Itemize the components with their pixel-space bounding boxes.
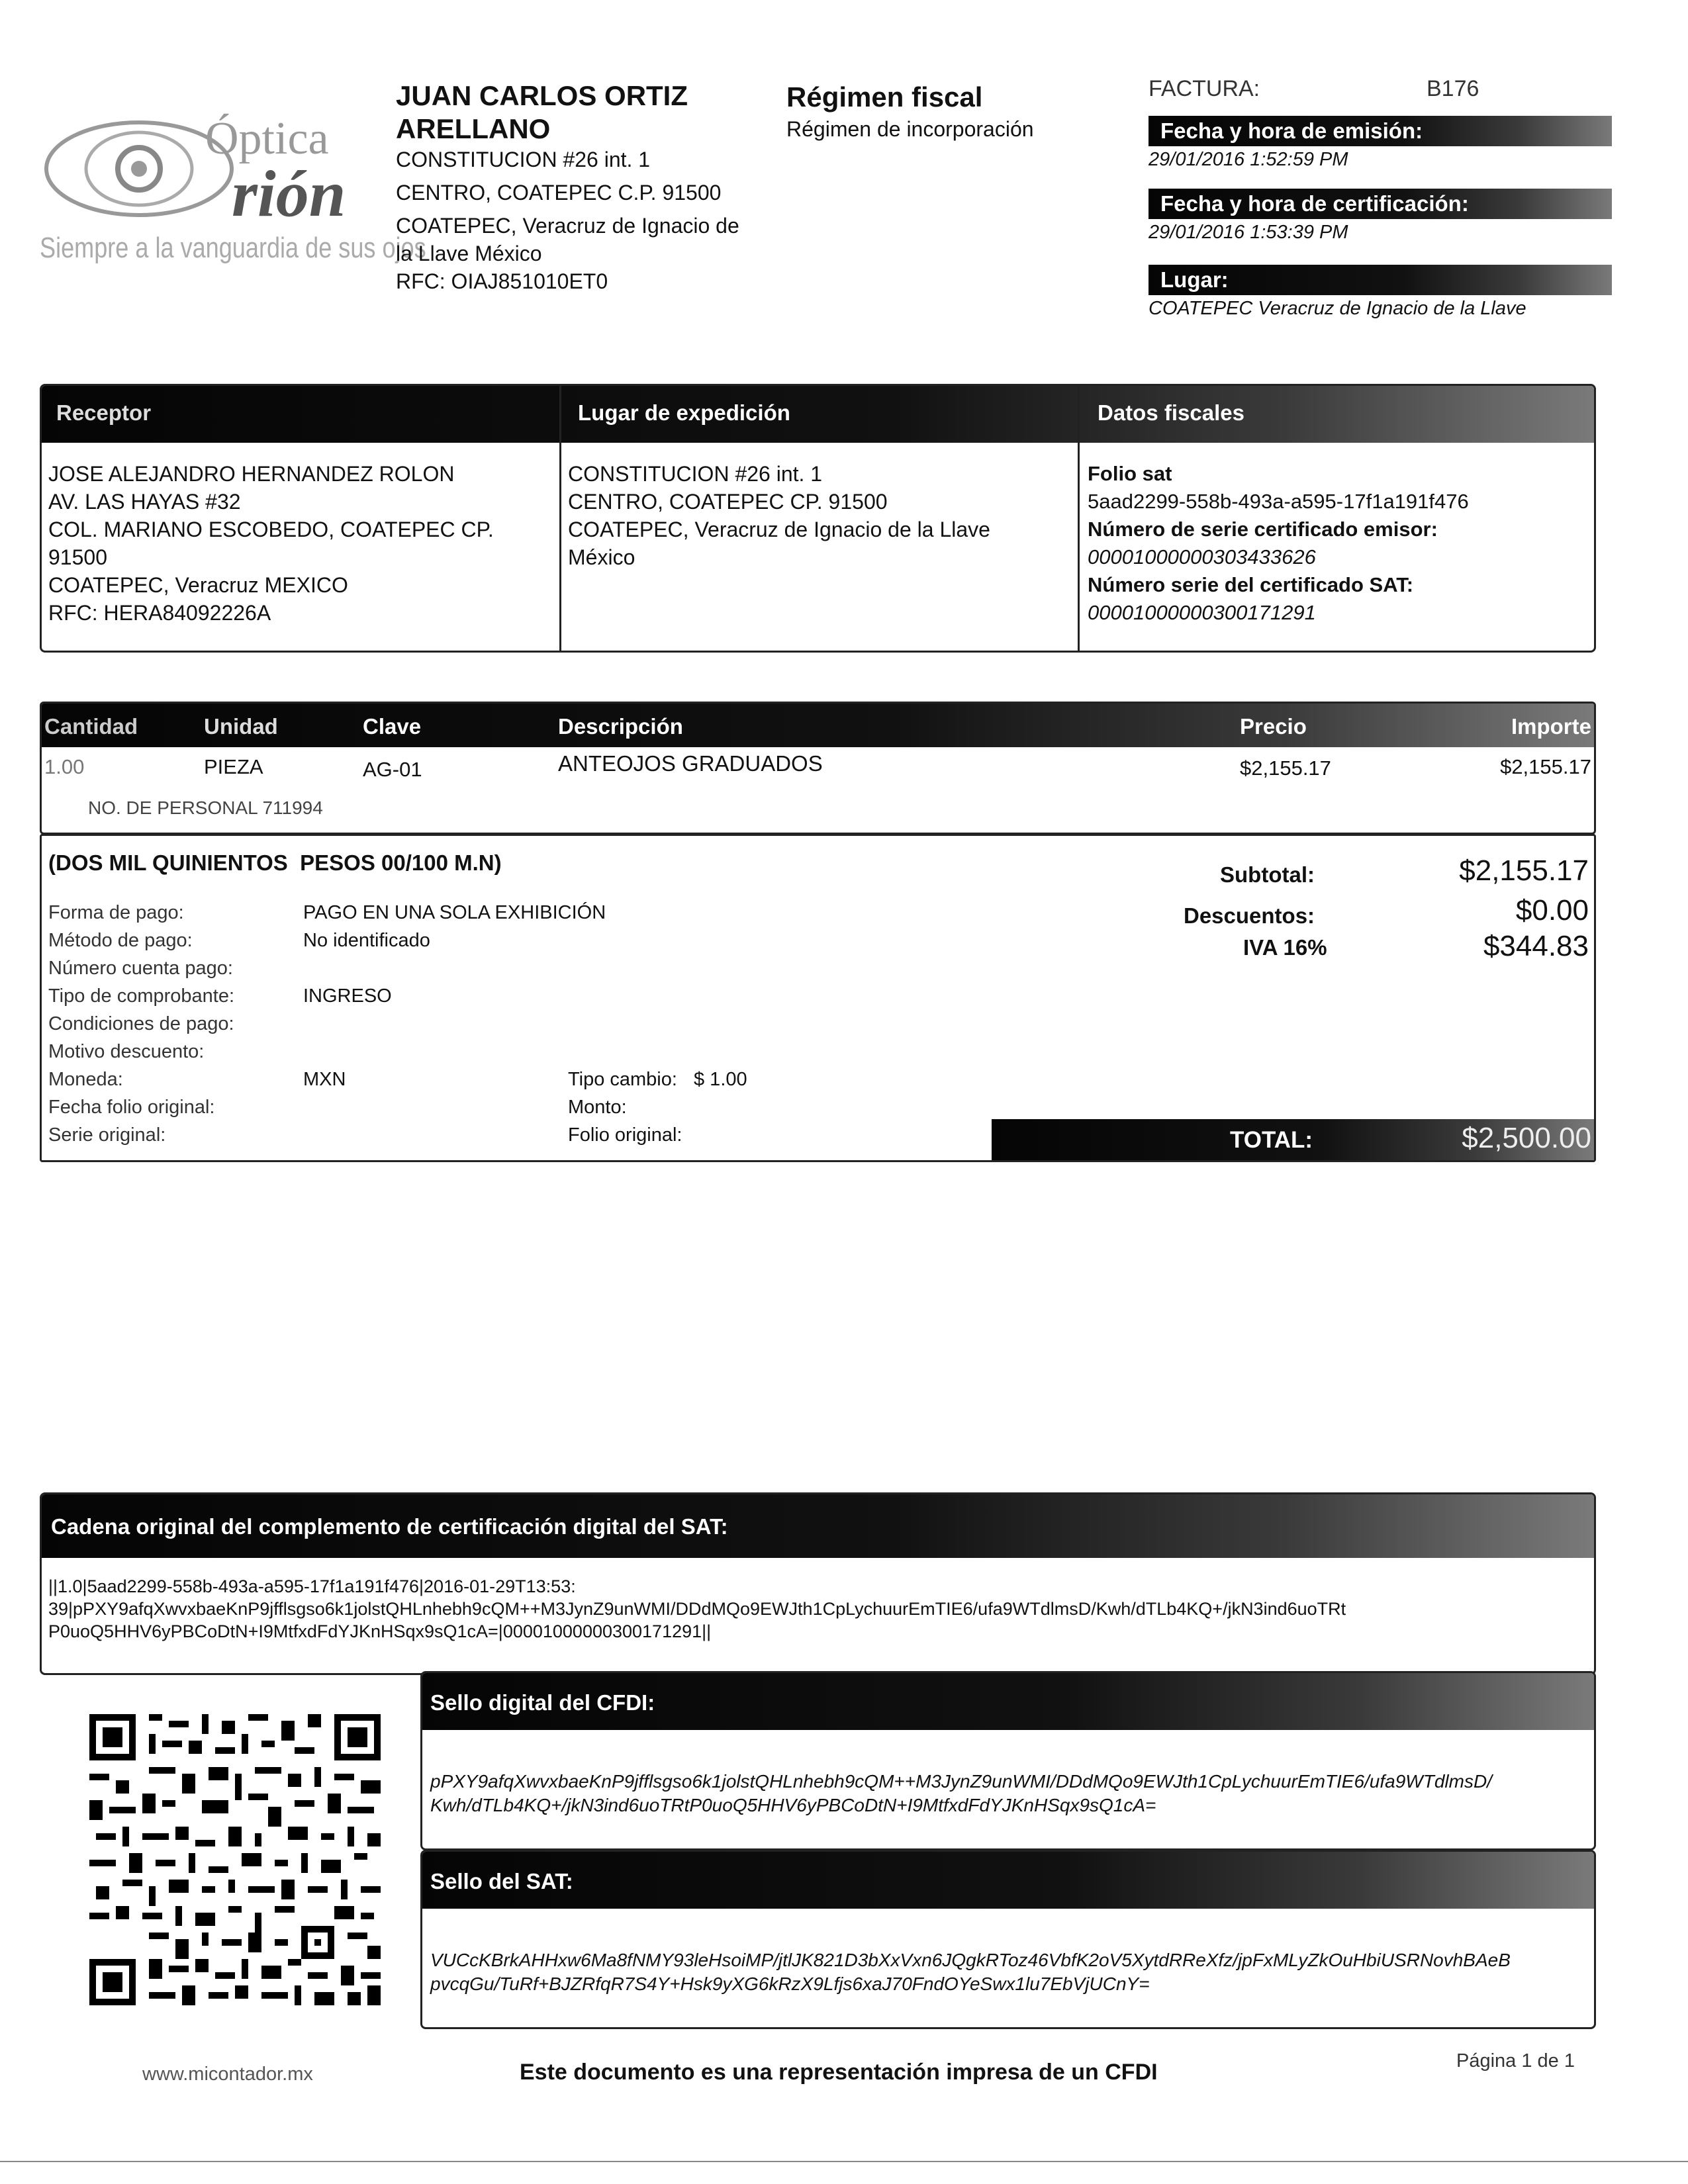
lugar-header (1149, 265, 1612, 295)
regimen-block (786, 79, 1091, 143)
parties-divider-1 (559, 386, 561, 651)
receptor-address-3: 91500 (48, 545, 107, 569)
lugar-label: Lugar: (1160, 267, 1229, 292)
forma-pago-value: PAGO EN UNA SOLA EXHIBICIÓN (303, 902, 606, 923)
qr-code-icon (83, 1707, 387, 2012)
cell-cantidad: 1.00 (44, 755, 85, 778)
cell-unidad: PIEZA (204, 755, 263, 778)
amount-in-words: (DOS MIL QUINIENTOS PESOS 00/100 M.N) (48, 850, 502, 875)
col-header-importe: Importe (1511, 714, 1591, 739)
serie-sat-value: 00001000000300171291 (1088, 601, 1316, 624)
footer-statement: Este documento es una representación impresa de un CFDI (520, 2060, 1158, 2085)
cuenta-pago-label: Número cuenta pago: (48, 958, 233, 979)
issuer-address-4: la Llave México (396, 242, 542, 265)
footer-page-number: Página 1 de 1 (1456, 2050, 1575, 2071)
cadena-line-2: 39|pPXY9afqXwvxbaeKnP9jfflsgso6k1jolstQHLnhebh9cQM++M3JynZ9unWMI/DDdMQo9EWJth1CpLychuurEmTIE6/ufa9WTdlmsD/Kwh/dTLb4KQ+/jkN3ind6uoTRt (48, 1599, 1346, 1619)
field-motivo-descuento (48, 1041, 644, 1069)
sello-cfdi-line-1: pPXY9afqXwvxbaeKnP9jfflsgso6k1jolstQHLnhebh9cQM++M3JynZ9unWMI/DDdMQo9EWJth1CpLychuurEmTIE6/ufa9WTdlmsD/ (430, 1771, 1492, 1792)
sello-cfdi-box (420, 1671, 1596, 1850)
datos-fiscales-header: Datos fiscales (1098, 400, 1244, 425)
field-forma-pago (48, 902, 644, 930)
moneda-label: Moneda: (48, 1069, 123, 1090)
emision-label: Fecha y hora de emisión: (1160, 118, 1423, 143)
forma-pago-label: Forma de pago: (48, 902, 184, 923)
serie-emisor-value: 00001000000303433626 (1088, 545, 1316, 569)
col-header-precio: Precio (1240, 714, 1307, 739)
footer-website: www.micontador.mx (142, 2064, 313, 2085)
parties-divider-2 (1078, 386, 1080, 651)
lugar-address-3: COATEPEC, Veracruz de Ignacio de la Llave (568, 518, 990, 541)
receptor-details (48, 460, 551, 627)
serie-original-label: Serie original: (48, 1124, 166, 1146)
tipo-cambio-label: Tipo cambio: (568, 1069, 677, 1090)
descuentos-label: Descuentos: (1184, 903, 1315, 928)
regimen-title: Régimen fiscal (786, 81, 983, 113)
issuer-rfc: RFC: OIAJ851010ET0 (396, 269, 608, 293)
folio-sat-value: 5aad2299-558b-493a-a595-17f1a191f476 (1088, 490, 1469, 513)
logo-brand-line1: Óptica (205, 113, 329, 164)
sello-sat-line-1: VUCcKBrkAHHxw6Ma8fNMY93leHsoiMP/jtlJK821D3bXxVxn6JQgkRToz46VbfK2oV5XytdRReXfz/jpFxMLyZkOuHbiUSRNovhBAeB (430, 1950, 1511, 1970)
summary-box (40, 834, 1596, 1162)
issuer-address-1: CONSTITUCION #26 int. 1 (396, 148, 651, 171)
cadena-line-3: P0uoQ5HHV6yPBCoDtN+I9MtfxdFdYJKnHSqx9sQ1cA=|00001000000300171291|| (48, 1621, 712, 1641)
factura-label: FACTURA: (1149, 76, 1260, 101)
receptor-address-1: AV. LAS HAYAS #32 (48, 490, 241, 514)
certificacion-header (1149, 189, 1612, 219)
sello-cfdi-header: Sello digital del CFDI: (430, 1690, 655, 1715)
monto-label: Monto: (568, 1097, 627, 1118)
certificacion-value: 29/01/2016 1:53:39 PM (1149, 222, 1348, 243)
moneda-value: MXN (303, 1069, 346, 1090)
serie-sat-label: Número serie del certificado SAT: (1088, 573, 1414, 596)
metodo-pago-label: Método de pago: (48, 930, 193, 951)
field-serie-original (48, 1124, 644, 1152)
condiciones-pago-label: Condiciones de pago: (48, 1013, 234, 1034)
sello-sat-box (420, 1850, 1596, 2029)
metodo-pago-value: No identificado (303, 930, 430, 951)
sello-sat-header: Sello del SAT: (430, 1869, 573, 1893)
lugar-expedicion-details (568, 460, 1071, 571)
parties-header-bar (42, 386, 1594, 443)
field-metodo-pago (48, 930, 644, 958)
subtotal-label: Subtotal: (1220, 862, 1315, 887)
tipo-comprobante-label: Tipo de comprobante: (48, 985, 235, 1007)
sello-sat-header-bar (422, 1852, 1594, 1909)
regimen-value: Régimen de incorporación (786, 117, 1034, 141)
folio-original-label: Folio original: (568, 1124, 682, 1146)
issuer-name-line2: ARELLANO (396, 113, 551, 144)
emision-value: 29/01/2016 1:52:59 PM (1149, 149, 1348, 170)
subtotal-value: $2,155.17 (1459, 854, 1589, 887)
datos-fiscales-details (1088, 460, 1584, 627)
sello-cfdi-line-2: Kwh/dTLb4KQ+/jkN3ind6uoTRtP0uoQ5HHV6yPBCoDtN+I9MtfxdFdYJKnHSqx9sQ1cA= (430, 1795, 1156, 1815)
receptor-rfc: RFC: HERA84092226A (48, 601, 271, 625)
tipo-cambio-value: $ 1.00 (694, 1069, 747, 1090)
issuer-name-line1: JUAN CARLOS ORTIZ (396, 80, 688, 111)
field-tipo-comprobante (48, 985, 644, 1013)
cell-precio: $2,155.17 (1240, 756, 1331, 780)
serie-emisor-label: Número de serie certificado emisor: (1088, 518, 1438, 541)
receptor-address-4: COATEPEC, Veracruz MEXICO (48, 573, 348, 597)
folio-sat-label: Folio sat (1088, 462, 1172, 485)
col-header-unidad: Unidad (204, 714, 278, 739)
logo-tagline: Siempre a la vanguardia de sus ojos (40, 232, 426, 264)
cell-importe: $2,155.17 (1500, 755, 1591, 778)
cell-clave: AG-01 (363, 758, 422, 781)
receptor-address-2: COL. MARIANO ESCOBEDO, COATEPEC CP. (48, 518, 494, 541)
payment-fields (48, 902, 644, 1152)
table-row (42, 751, 1594, 791)
parties-box (40, 384, 1596, 653)
lugar-expedicion-header: Lugar de expedición (578, 400, 790, 425)
motivo-descuento-label: Motivo descuento: (48, 1041, 205, 1062)
receptor-header: Receptor (56, 400, 152, 425)
col-header-cantidad: Cantidad (44, 714, 138, 739)
sello-sat-line-2: pvcqGu/TuRf+BJZRfqR7S4Y+Hsk9yXG6kRzX9Lfjs6xaJ70FndOYeSwx1lu7EbVjUCnY= (430, 1974, 1150, 1994)
total-value: $2,500.00 (1462, 1122, 1591, 1154)
qr-code (83, 1707, 387, 2012)
col-header-descripcion: Descripción (558, 714, 683, 739)
receptor-name: JOSE ALEJANDRO HERNANDEZ ROLON (48, 462, 455, 486)
field-fecha-folio-original (48, 1097, 644, 1124)
factura-number: B176 (1427, 76, 1479, 101)
issuer-address-3: COATEPEC, Veracruz de Ignacio de (396, 214, 739, 238)
items-table (40, 702, 1596, 835)
lugar-address-1: CONSTITUCION #26 int. 1 (568, 462, 823, 486)
descuentos-value: $0.00 (1515, 894, 1589, 927)
lugar-value: COATEPEC Veracruz de Ignacio de la Llave (1149, 298, 1526, 319)
emision-header (1149, 116, 1612, 146)
footer-rule (0, 2161, 1688, 2162)
cell-descripcion: ANTEOJOS GRADUADOS (558, 751, 823, 776)
issuer-address-2: CENTRO, COATEPEC C.P. 91500 (396, 181, 722, 205)
company-logo (40, 106, 426, 278)
lugar-address-2: CENTRO, COATEPEC CP. 91500 (568, 490, 888, 514)
fecha-folio-original-label: Fecha folio original: (48, 1097, 215, 1118)
field-condiciones-pago (48, 1013, 644, 1041)
iva-label: IVA 16% (1243, 935, 1327, 960)
factura-block (1149, 76, 1612, 328)
cadena-original-box (40, 1492, 1596, 1675)
field-moneda (48, 1069, 644, 1097)
iva-value: $344.83 (1483, 930, 1589, 962)
cadena-header: Cadena original del complemento de certificación digital del SAT: (51, 1514, 728, 1539)
logo-brand-line2: rión (232, 157, 346, 230)
certificacion-label: Fecha y hora de certificación: (1160, 191, 1469, 216)
total-label: TOTAL: (1230, 1127, 1313, 1153)
tipo-comprobante-value: INGRESO (303, 985, 392, 1007)
lugar-address-4: México (568, 545, 635, 569)
field-cuenta-pago (48, 958, 644, 985)
issuer-block (396, 79, 767, 295)
col-header-clave: Clave (363, 714, 422, 739)
item-note: NO. DE PERSONAL 711994 (88, 797, 323, 818)
cadena-line-1: ||1.0|5aad2299-558b-493a-a595-17f1a191f476|2016-01-29T13:53: (48, 1576, 576, 1596)
